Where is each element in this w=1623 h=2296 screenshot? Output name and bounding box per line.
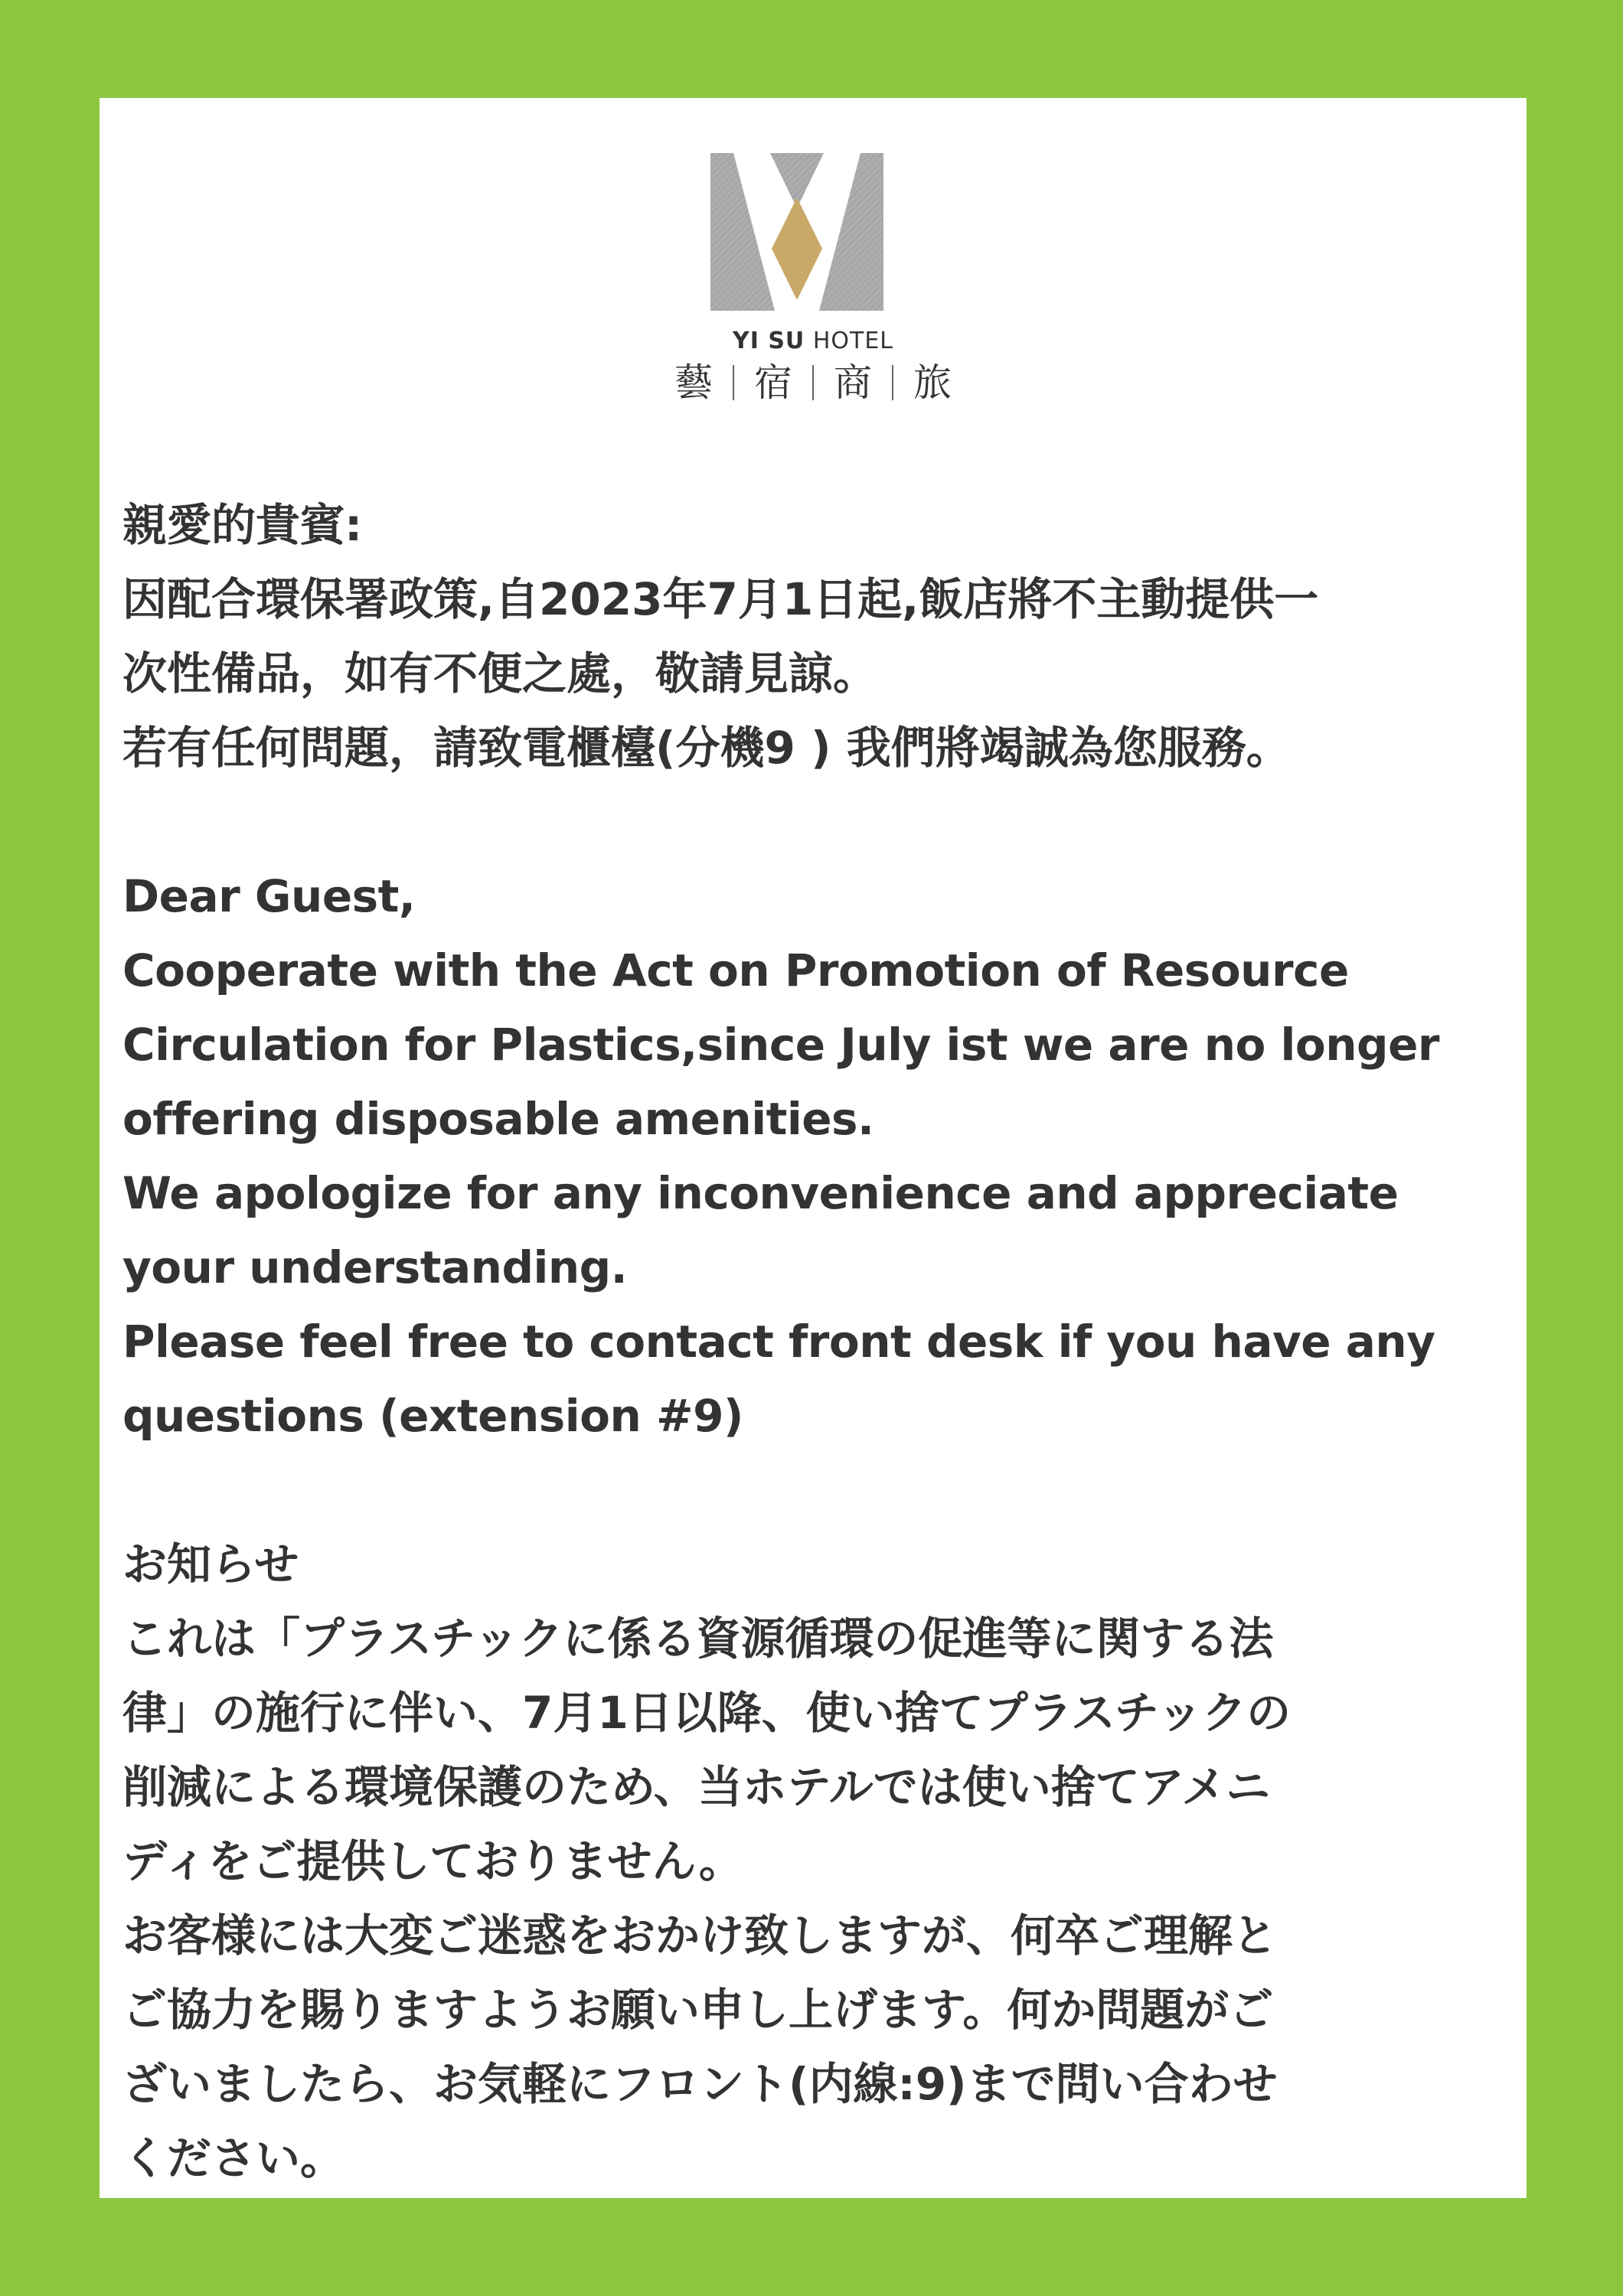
text-line: 律」の施行に伴い、7月1日以降、使い捨てプラスチックの bbox=[122, 1687, 1292, 1739]
text-line: ざいましたら、お気軽にフロント(内線:9)まで問い合わせ bbox=[122, 2058, 1278, 2110]
text-line: ご協力を賜りますようお願い申し上げます。何か問題がご bbox=[122, 1984, 1274, 2036]
notice-chinese bbox=[122, 488, 1516, 785]
notice-body bbox=[122, 488, 1516, 2196]
text-line: ください。 bbox=[122, 2132, 345, 2184]
brand-separator bbox=[812, 365, 814, 400]
hotel-logo bbox=[100, 153, 1527, 513]
brand-separator bbox=[892, 365, 893, 400]
section-gap bbox=[122, 1453, 1516, 1528]
section-gap bbox=[122, 785, 1516, 859]
text-line: これは「プラスチックに係る資源循環の促進等に関する法 bbox=[122, 1613, 1274, 1665]
text-line: Please feel free to contact front desk if you have any bbox=[122, 1316, 1435, 1368]
text-line: ディをご提供しておりません。 bbox=[122, 1835, 743, 1887]
brand-name-zh: 藝 宿 商 旅 bbox=[674, 360, 952, 405]
text-line: questions (extension #9) bbox=[122, 1390, 743, 1442]
hotel-logo-mark-icon bbox=[710, 153, 883, 311]
notice-card bbox=[100, 98, 1527, 2198]
text-line: Cooperate with the Act on Promotion of Resource bbox=[122, 944, 1349, 996]
salutation-en: Dear Guest, bbox=[122, 870, 416, 922]
text-line: offering disposable amenities. bbox=[122, 1093, 874, 1145]
heading-ja: お知らせ bbox=[122, 1538, 299, 1590]
brand-separator bbox=[733, 365, 734, 400]
brand-name-en: YI SU HOTEL bbox=[732, 328, 893, 354]
notice-japanese bbox=[122, 1528, 1516, 2196]
salutation-zh: 親愛的貴賓: bbox=[122, 499, 363, 551]
text-line: We apologize for any inconvenience and appreciate bbox=[122, 1167, 1399, 1219]
text-line: 次性備品，如有不便之處，敬請見諒。 bbox=[122, 647, 878, 700]
text-line: お客様には大変ご迷惑をおかけ致しますが、何卒ご理解と bbox=[122, 1910, 1278, 1962]
text-line: your understanding. bbox=[122, 1241, 628, 1293]
notice-english bbox=[122, 859, 1516, 1453]
text-line: 若有任何問題，請致電櫃檯(分機9 ) 我們將竭誠為您服務。 bbox=[122, 722, 1291, 774]
text-line: 削減による環境保護のため、当ホテルでは使い捨てアメニ bbox=[122, 1761, 1271, 1813]
text-line: 因配合環保署政策,自2023年7月1日起,飯店將不主動提供一 bbox=[122, 573, 1319, 625]
text-line: Circulation for Plastics,since July ist we are no longer bbox=[122, 1019, 1440, 1071]
